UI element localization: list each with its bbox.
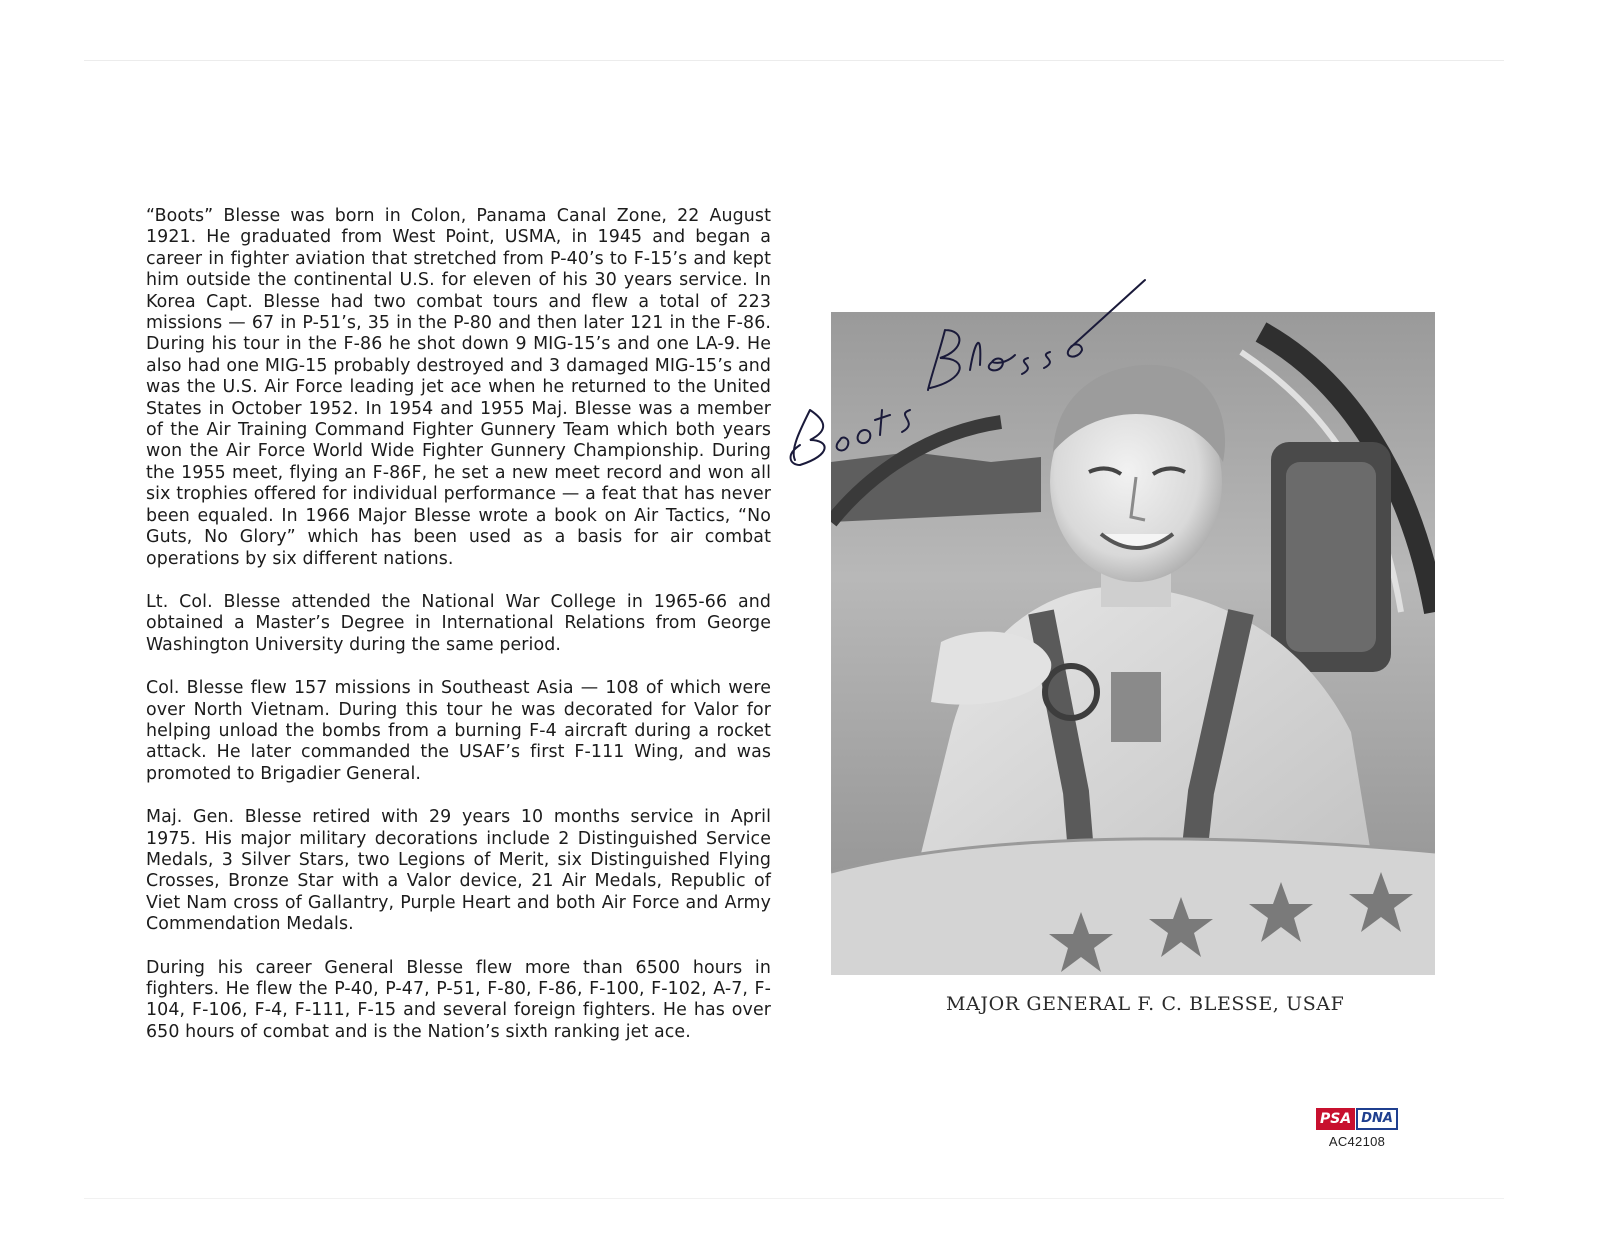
bio-paragraph-5: During his career General Blesse flew more than 6500 hours in fighters. He flew the P-40, P-47, P-51, F-80, F-86, F-100, F-102, A-7, F-104, F-106, F-4, F-111, F-15 and several foreign fighters. He has over 650 hours of combat and is the Nation’s sixth ranking jet ace. — [146, 957, 771, 1042]
dna-logo-text: DNA — [1356, 1108, 1398, 1130]
authentication-code: AC42108 — [1328, 1134, 1386, 1149]
pilot-portrait-photo — [831, 312, 1435, 975]
bio-paragraph-4: Maj. Gen. Blesse retired with 29 years 10 months service in April 1975. His major military decorations include 2 Distinguished Service Medals, 3 Silver Stars, two Legions of Merit, six Distinguished Flying Crosses, Bronze Star with a Valor device, 21 Air Medals, Republic of Viet Nam cross of Gallantry, Purple Heart and both Air Force and Army Commendation Medals. — [146, 807, 771, 935]
psa-logo-text: PSA — [1316, 1108, 1355, 1130]
bio-paragraph-1: “Boots” Blesse was born in Colon, Panama Canal Zone, 22 August 1921. He graduated from West Point, USMA, in 1945 and began a career in fighter aviation that stretched from P-40’s to F-15’s and kept him outside the continental U.S. for eleven of his 30 years service. In Korea Capt. Blesse had two combat tours and flew a total of 223 missions — 67 in P-51’s, 35 in the P-80 and then later 121 in the F-86. During his tour in the F-86 he shot down 9 MIG-15’s and one LA-9. He also had one MIG-15 probably destroyed and 3 damaged MIG-15’s and was the U.S. Air Force leading jet ace when he returned to the United States in October 1952. In 1954 and 1955 Maj. Blesse was a member of the Air Training Command Fighter Gunnery Team which both years won the Air Force World Wide Fighter Gunnery Championship. During the 1955 meet, flying an F-86F, he set a new meet record and won all six trophies offered for individual performance — a feat that has never been equaled. In 1966 Major Blesse wrote a book on Air Tactics, “No Guts, No Glory” which has been used as a basis for air combat operations by six different nations. — [146, 206, 771, 569]
biography-text — [146, 206, 771, 1065]
psa-dna-logo — [1312, 1108, 1402, 1130]
bio-paragraph-2: Lt. Col. Blesse attended the National War College in 1965-66 and obtained a Master’s Degree in International Relations from George Washington University during the same period. — [146, 591, 771, 655]
bio-paragraph-3: Col. Blesse flew 157 missions in Southeast Asia — 108 of which were over North Vietnam. During this tour he was decorated for Valor for helping unload the bombs from a burning F-4 aircraft during a rocket attack. He later commanded the USAF’s first F-111 Wing, and was promoted to Brigadier General. — [146, 678, 771, 784]
photo-caption: MAJOR GENERAL F. C. BLESSE, USAF — [946, 993, 1345, 1015]
authentication-sticker — [1312, 1108, 1402, 1149]
top-divider — [84, 60, 1504, 61]
bottom-divider — [84, 1198, 1504, 1199]
